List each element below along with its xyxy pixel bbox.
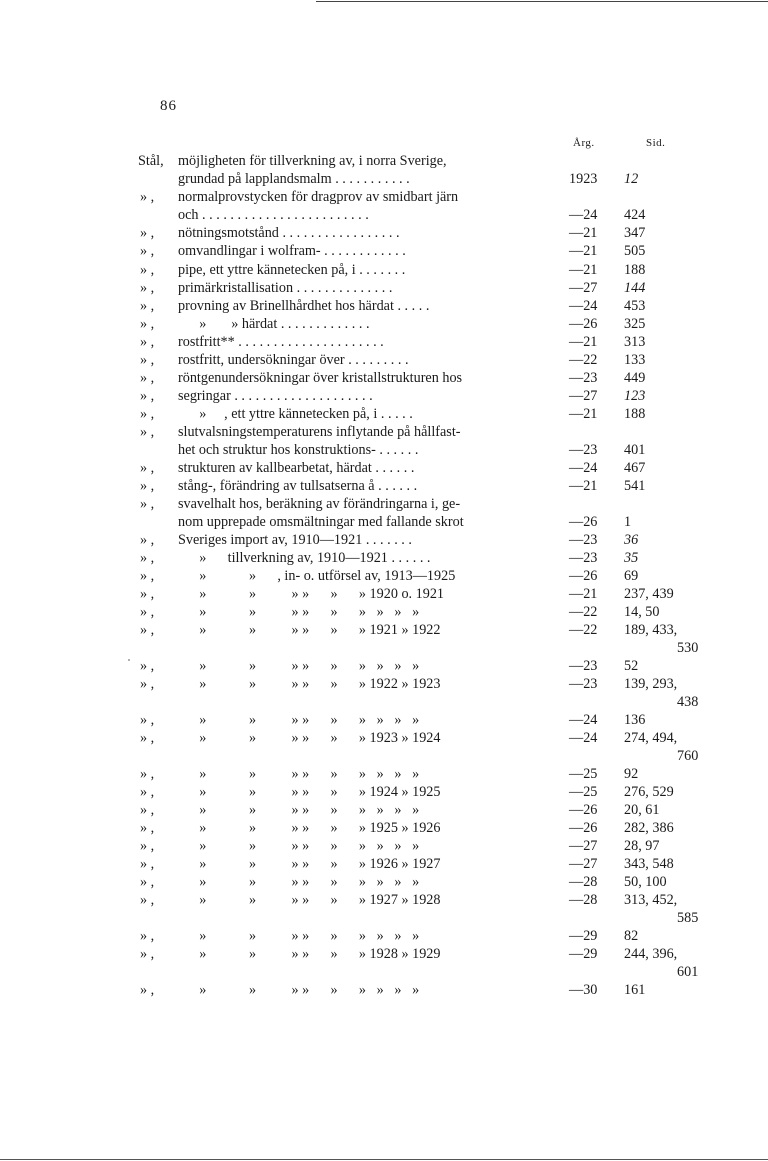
index-entry xyxy=(0,549,768,567)
index-entry xyxy=(0,477,768,495)
index-entry xyxy=(0,891,768,909)
entry-text: strukturen av kallbearbetat, härdat . . . . . . xyxy=(178,460,415,476)
entry-lead: » , xyxy=(140,316,155,332)
entry-text: nom upprepade omsmältningar med fallande skrot xyxy=(178,514,464,530)
index-entry-continuation xyxy=(0,693,768,711)
index-entry xyxy=(0,333,768,351)
entry-text: slutvalsningstemperaturens inflytande på hållfast- xyxy=(178,424,461,440)
entry-text: och . . . . . . . . . . . . . . . . . . . . . . . . xyxy=(178,207,369,223)
entry-lead: » , xyxy=(140,550,155,566)
entry-year: —21 xyxy=(569,225,598,241)
entry-page: 325 xyxy=(624,316,646,332)
entry-year: —26 xyxy=(569,568,598,584)
entry-text: » » » » » » 1925 » 1926 xyxy=(178,820,441,836)
index-entry xyxy=(0,369,768,387)
entry-text: » » » » » » 1921 » 1922 xyxy=(178,622,441,638)
index-entry xyxy=(0,855,768,873)
entry-lead: » , xyxy=(140,406,155,422)
entry-lead: » , xyxy=(140,370,155,386)
entry-page: 36 xyxy=(624,532,639,548)
entry-year: —24 xyxy=(569,712,598,728)
index-entry xyxy=(0,423,768,441)
entry-text: » » » » » » 1923 » 1924 xyxy=(178,730,441,746)
index-entry xyxy=(0,513,768,531)
index-entry xyxy=(0,351,768,369)
entry-year: —23 xyxy=(569,676,598,692)
index-entry xyxy=(0,657,768,675)
entry-lead: » , xyxy=(140,802,155,818)
page-number: 86 xyxy=(160,98,177,114)
index-entry xyxy=(0,495,768,513)
entry-year: —23 xyxy=(569,532,598,548)
entry-lead: » , xyxy=(140,586,155,602)
entry-page: 12 xyxy=(624,171,639,187)
entry-lead: » , xyxy=(140,676,155,692)
entry-lead: » , xyxy=(140,856,155,872)
entry-text: pipe, ett yttre kännetecken på, i . . . . . . . xyxy=(178,262,406,278)
entry-text: Sveriges import av, 1910—1921 . . . . . . . xyxy=(178,532,412,548)
entry-year: —30 xyxy=(569,982,598,998)
entry-year: —29 xyxy=(569,946,598,962)
index-entry xyxy=(0,279,768,297)
entry-page: 274, 494, xyxy=(624,730,678,746)
entry-page: 14, 50 xyxy=(624,604,660,620)
index-entry-continuation xyxy=(0,909,768,927)
entry-text: » tillverkning av, 1910—1921 . . . . . . xyxy=(178,550,431,566)
entry-page-continued: 438 xyxy=(677,694,699,710)
entry-page: 237, 439 xyxy=(624,586,674,602)
entry-text: » » » » » » 1927 » 1928 xyxy=(178,892,441,908)
entry-lead: » , xyxy=(140,784,155,800)
entry-lead: » , xyxy=(140,568,155,584)
entry-text: » » » » » » 1928 » 1929 xyxy=(178,946,441,962)
entry-year: —22 xyxy=(569,604,598,620)
index-entry xyxy=(0,729,768,747)
entry-text: het och struktur hos konstruktions- . . . . . . xyxy=(178,442,419,458)
entry-text: röntgenundersökningar över kristallstrukturen hos xyxy=(178,370,463,386)
entry-page: 123 xyxy=(624,388,646,404)
entry-page-continued: 530 xyxy=(677,640,699,656)
entry-year: —25 xyxy=(569,766,598,782)
entry-page: 449 xyxy=(624,370,646,386)
top-rule xyxy=(316,1,768,2)
entry-page: 188 xyxy=(624,406,646,422)
entry-text: svavelhalt hos, beräkning av förändringarna i, ge- xyxy=(178,496,461,512)
index-entry-continuation xyxy=(0,963,768,981)
entry-text: grundad på lapplandsmalm . . . . . . . . . . . xyxy=(178,171,410,187)
entry-page: 189, 433, xyxy=(624,622,678,638)
entry-text: » » » » » » » » » xyxy=(178,838,420,854)
entry-lead: » , xyxy=(140,262,155,278)
entry-lead: » , xyxy=(140,892,155,908)
entry-page: 188 xyxy=(624,262,646,278)
entry-page: 401 xyxy=(624,442,646,458)
index-entry xyxy=(0,261,768,279)
entry-lead: » , xyxy=(140,388,155,404)
entry-page-continued: 760 xyxy=(677,748,699,764)
index-entry xyxy=(0,765,768,783)
index-entry xyxy=(0,459,768,477)
entry-year: —27 xyxy=(569,838,598,854)
index-entry xyxy=(0,675,768,693)
entry-page: 82 xyxy=(624,928,639,944)
entry-text: » , ett yttre kännetecken på, i . . . . . xyxy=(178,406,413,422)
entry-text: omvandlingar i wolfram- . . . . . . . . . . . . xyxy=(178,243,406,259)
entry-page: 20, 61 xyxy=(624,802,660,818)
index-entry-continuation xyxy=(0,747,768,765)
entry-year: —26 xyxy=(569,820,598,836)
entry-year: —24 xyxy=(569,460,598,476)
entry-year: —21 xyxy=(569,406,598,422)
entry-year: —27 xyxy=(569,280,598,296)
entry-year: —27 xyxy=(569,856,598,872)
entry-lead: » , xyxy=(140,532,155,548)
index-entry xyxy=(0,711,768,729)
entry-page: 52 xyxy=(624,658,639,674)
index-entry xyxy=(0,837,768,855)
index-entry xyxy=(0,206,768,224)
entry-page: 28, 97 xyxy=(624,838,660,854)
index-entry xyxy=(0,567,768,585)
index-entry xyxy=(0,188,768,206)
column-header-year: Årg. xyxy=(573,137,595,149)
entry-page: 313 xyxy=(624,334,646,350)
entry-page: 144 xyxy=(624,280,646,296)
entry-text: stång-, förändring av tullsatserna å . . . . . . xyxy=(178,478,418,494)
entry-text: nötningsmotstånd . . . . . . . . . . . . . . . . . xyxy=(178,225,400,241)
entry-year: —23 xyxy=(569,658,598,674)
index-entry xyxy=(0,783,768,801)
entry-lead: » , xyxy=(140,243,155,259)
entry-year: —26 xyxy=(569,802,598,818)
entry-page: 505 xyxy=(624,243,646,259)
entry-lead: » , xyxy=(140,712,155,728)
entry-lead: » , xyxy=(140,604,155,620)
entry-text: rostfritt, undersökningar över . . . . . . . . . xyxy=(178,352,409,368)
entry-year: —29 xyxy=(569,928,598,944)
entry-page: 69 xyxy=(624,568,639,584)
entry-page: 424 xyxy=(624,207,646,223)
index-entry xyxy=(0,152,768,170)
entry-lead: » , xyxy=(140,225,155,241)
entry-year: —21 xyxy=(569,334,598,350)
entry-page: 1 xyxy=(624,514,632,530)
index-entry xyxy=(0,315,768,333)
entry-page-continued: 601 xyxy=(677,964,699,980)
index-entry xyxy=(0,405,768,423)
entry-text: » » » » » » 1922 » 1923 xyxy=(178,676,441,692)
entry-lead: » , xyxy=(140,766,155,782)
entry-lead: » , xyxy=(140,730,155,746)
entry-year: 1923 xyxy=(569,171,598,187)
entry-page: 541 xyxy=(624,478,646,494)
entry-text: » » » » » » » » » xyxy=(178,874,420,890)
index-entry xyxy=(0,927,768,945)
entry-page: 35 xyxy=(624,550,639,566)
index-entry xyxy=(0,242,768,260)
entry-page: 276, 529 xyxy=(624,784,674,800)
entry-lead: » , xyxy=(140,838,155,854)
entry-text: » » » » » » 1920 o. 1921 xyxy=(178,586,445,602)
entry-year: —23 xyxy=(569,370,598,386)
entry-text: rostfritt** . . . . . . . . . . . . . . . . . . . . . xyxy=(178,334,384,350)
index-entry xyxy=(0,621,768,639)
entry-page: 244, 396, xyxy=(624,946,678,962)
entry-text: » » » » » » » » » xyxy=(178,712,420,728)
entry-lead: » , xyxy=(140,352,155,368)
entry-lead: » , xyxy=(140,496,155,512)
entry-lead: » , xyxy=(140,928,155,944)
entry-page: 161 xyxy=(624,982,646,998)
entry-lead: » , xyxy=(140,189,155,205)
entry-page: 467 xyxy=(624,460,646,476)
entry-text: primärkristallisation . . . . . . . . . . . . . . xyxy=(178,280,393,296)
entry-text: segringar . . . . . . . . . . . . . . . . . . . . xyxy=(178,388,373,404)
bottom-rule xyxy=(0,1159,768,1160)
index-entry xyxy=(0,819,768,837)
entry-lead: Stål, xyxy=(138,153,164,169)
index-entry xyxy=(0,585,768,603)
entry-text: » » » » » » » » » xyxy=(178,928,420,944)
entry-year: —26 xyxy=(569,514,598,530)
entry-page: 453 xyxy=(624,298,646,314)
entry-page: 139, 293, xyxy=(624,676,678,692)
entry-year: —21 xyxy=(569,243,598,259)
entry-text: provning av Brinellhårdhet hos härdat . . . . . xyxy=(178,298,430,314)
index-entry xyxy=(0,441,768,459)
entry-lead: » , xyxy=(140,424,155,440)
entry-text: » » härdat . . . . . . . . . . . . . xyxy=(178,316,370,332)
entry-year: —24 xyxy=(569,730,598,746)
entry-lead: » , xyxy=(140,820,155,836)
entry-page: 50, 100 xyxy=(624,874,667,890)
entry-year: —21 xyxy=(569,262,598,278)
entry-page: 282, 386 xyxy=(624,820,674,836)
entry-text: » » » » » » » » » xyxy=(178,802,420,818)
index-entry xyxy=(0,387,768,405)
entry-lead: » , xyxy=(140,982,155,998)
index-entry xyxy=(0,603,768,621)
entry-text: » » » » » » 1926 » 1927 xyxy=(178,856,441,872)
entry-page: 92 xyxy=(624,766,639,782)
index-entry xyxy=(0,170,768,188)
index-entry xyxy=(0,531,768,549)
entry-lead: » , xyxy=(140,280,155,296)
entry-text: » » , in- o. utförsel av, 1913—1925 xyxy=(178,568,456,584)
index-entry xyxy=(0,297,768,315)
entry-year: —28 xyxy=(569,892,598,908)
entry-lead: » , xyxy=(140,874,155,890)
entry-page: 343, 548 xyxy=(624,856,674,872)
entry-page: 136 xyxy=(624,712,646,728)
entry-text: » » » » » » » » » xyxy=(178,604,420,620)
entry-lead: » , xyxy=(140,622,155,638)
entry-year: —22 xyxy=(569,352,598,368)
index-entry xyxy=(0,945,768,963)
entry-year: —28 xyxy=(569,874,598,890)
entry-year: —23 xyxy=(569,550,598,566)
entry-text: normalprovstycken för dragprov av smidbart järn xyxy=(178,189,459,205)
column-header-page: Sid. xyxy=(646,137,666,149)
entry-lead: » , xyxy=(140,478,155,494)
entry-year: —22 xyxy=(569,622,598,638)
entry-year: —24 xyxy=(569,298,598,314)
entry-lead: » , xyxy=(140,460,155,476)
entry-text: möjligheten för tillverkning av, i norra Sverige, xyxy=(178,153,447,169)
entry-page: 133 xyxy=(624,352,646,368)
entry-lead: » , xyxy=(140,946,155,962)
entry-year: —25 xyxy=(569,784,598,800)
index-entry xyxy=(0,801,768,819)
entry-year: —21 xyxy=(569,586,598,602)
entry-year: —24 xyxy=(569,207,598,223)
entry-text: » » » » » » » » » xyxy=(178,982,420,998)
entry-page: 347 xyxy=(624,225,646,241)
entry-text: » » » » » » » » » xyxy=(178,766,420,782)
index-entry-continuation xyxy=(0,639,768,657)
entry-page-continued: 585 xyxy=(677,910,699,926)
entry-year: —26 xyxy=(569,316,598,332)
entry-year: —21 xyxy=(569,478,598,494)
entry-text: » » » » » » » » » xyxy=(178,658,420,674)
index-entry xyxy=(0,224,768,242)
index-entry xyxy=(0,981,768,999)
entry-lead: » , xyxy=(140,298,155,314)
entry-lead: » , xyxy=(140,658,155,674)
entry-lead: » , xyxy=(140,334,155,350)
entry-page: 313, 452, xyxy=(624,892,678,908)
index-entry xyxy=(0,873,768,891)
entry-text: » » » » » » 1924 » 1925 xyxy=(178,784,441,800)
entry-year: —23 xyxy=(569,442,598,458)
entry-year: —27 xyxy=(569,388,598,404)
